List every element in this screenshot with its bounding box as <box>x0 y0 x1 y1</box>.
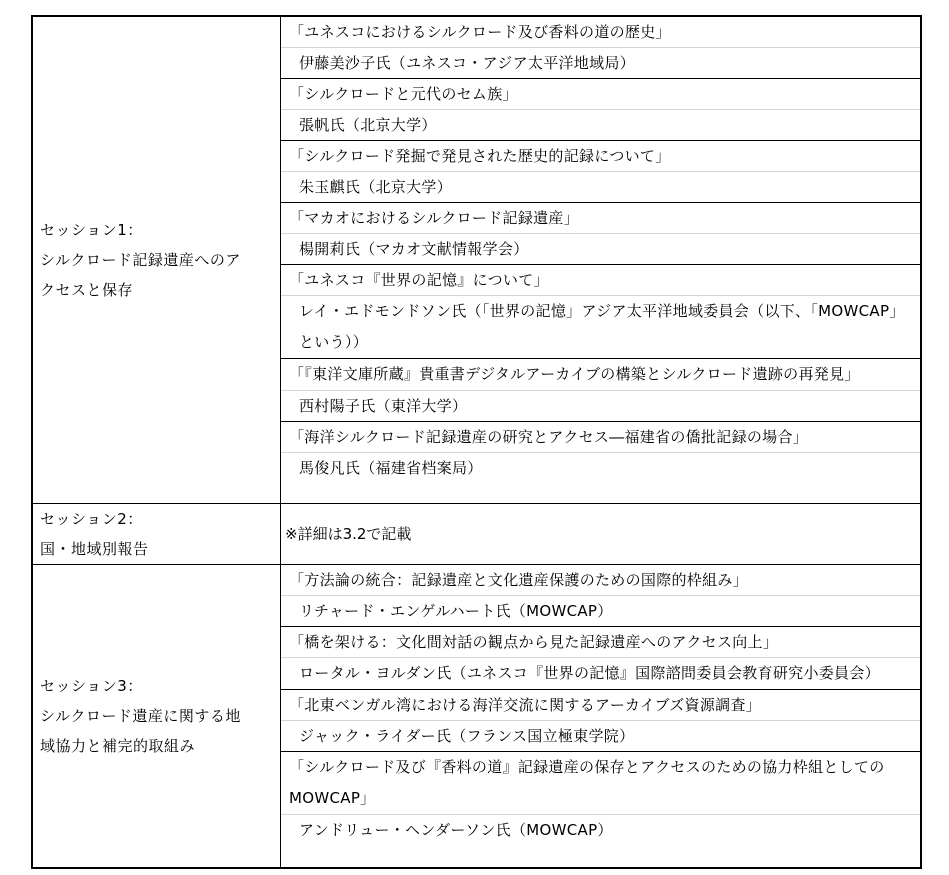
session-2-note: ※詳細は3.2で記載 <box>285 525 412 543</box>
talk-speaker: 馬俊凡氏（福建省档案局） <box>281 452 920 483</box>
talk-speaker: 朱玉麒氏（北京大学） <box>281 171 920 202</box>
session-table <box>31 15 922 869</box>
session-3-label-line: 域協力と補完的取組み <box>40 737 196 755</box>
talk <box>281 565 920 627</box>
session-3-label-line: シルクロード遺産に関する地 <box>40 707 241 725</box>
talk <box>281 265 920 359</box>
talk-title: 「ユネスコ『世界の記憶』について」 <box>289 271 549 289</box>
talk <box>281 422 920 483</box>
session-1-label-line: クセスと保存 <box>40 281 134 299</box>
session-2-label <box>33 504 281 564</box>
talk-title: 「北東ベンガル湾における海洋交流に関するアーカイブズ資源調査」 <box>289 696 762 714</box>
session-3-label-line: セッション3： <box>40 677 143 695</box>
talk-title: 「シルクロードと元代のセム族」 <box>289 85 518 103</box>
talk <box>281 203 920 265</box>
talk <box>281 17 920 79</box>
talk-title: 「シルクロード発掘で発見された歴史的記録について」 <box>289 147 671 165</box>
talk-title: 「シルクロード及び『香料の道』記録遺産の保存とアクセスのための協力枠組としてのMOWCAP」 <box>289 758 885 807</box>
talk-title: 「『東洋文庫所蔵』貴重書デジタルアーカイブの構築とシルクロード遺跡の再発見」 <box>289 365 860 383</box>
talk <box>281 359 920 422</box>
talk-speaker: ジャック・ライダー氏（フランス国立極東学院） <box>281 720 920 751</box>
session-3-talks <box>281 565 920 867</box>
talk-speaker: 伊藤美沙子氏（ユネスコ・アジア太平洋地域局） <box>281 47 920 78</box>
session-3-label <box>33 565 281 867</box>
session-1-label-line: シルクロード記録遺産へのア <box>40 251 241 269</box>
talk-speaker: 西村陽子氏（東洋大学） <box>281 390 920 421</box>
session-2-label-line: セッション2： <box>40 510 143 528</box>
session-2-content <box>281 504 920 564</box>
talk-title: 「方法論の統合：記録遺産と文化遺産保護のための国際的枠組み」 <box>289 571 749 589</box>
talk-speaker: 張帆氏（北京大学） <box>281 109 920 140</box>
talk-speaker: リチャード・エンゲルハート氏（MOWCAP） <box>281 595 920 626</box>
session-1-label-line: セッション1： <box>40 221 143 239</box>
talk <box>281 690 920 752</box>
session-1-talks <box>281 17 920 503</box>
talk-title: 「橋を架ける：文化間対話の観点から見た記録遺産へのアクセス向上」 <box>289 633 779 651</box>
session-1-row <box>33 17 920 504</box>
talk-speaker: ロータル・ヨルダン氏（ユネスコ『世界の記憶』国際諮問委員会教育研究小委員会） <box>281 657 920 689</box>
session-3-row <box>33 565 920 867</box>
talk-title: 「海洋シルクロード記録遺産の研究とアクセス―福建省の僑批記録の場合」 <box>289 428 809 446</box>
talk <box>281 627 920 690</box>
talk-title: 「マカオにおけるシルクロード記録遺産」 <box>289 209 580 227</box>
session-2-label-line: 国・地域別報告 <box>40 540 149 558</box>
talk <box>281 79 920 141</box>
talk <box>281 141 920 203</box>
talk-speaker: 楊開莉氏（マカオ文献情報学会） <box>281 233 920 264</box>
session-2-row <box>33 504 920 565</box>
talk-title: 「ユネスコにおけるシルクロード及び香料の道の歴史」 <box>289 23 671 41</box>
session-1-label <box>33 17 281 503</box>
talk-speaker: アンドリュー・ヘンダーソン氏（MOWCAP） <box>281 814 920 845</box>
talk-speaker: レイ・エドモンドソン氏（「世界の記憶」アジア太平洋地域委員会（以下、「MOWCAP」という）） <box>281 295 920 358</box>
talk <box>281 752 920 845</box>
